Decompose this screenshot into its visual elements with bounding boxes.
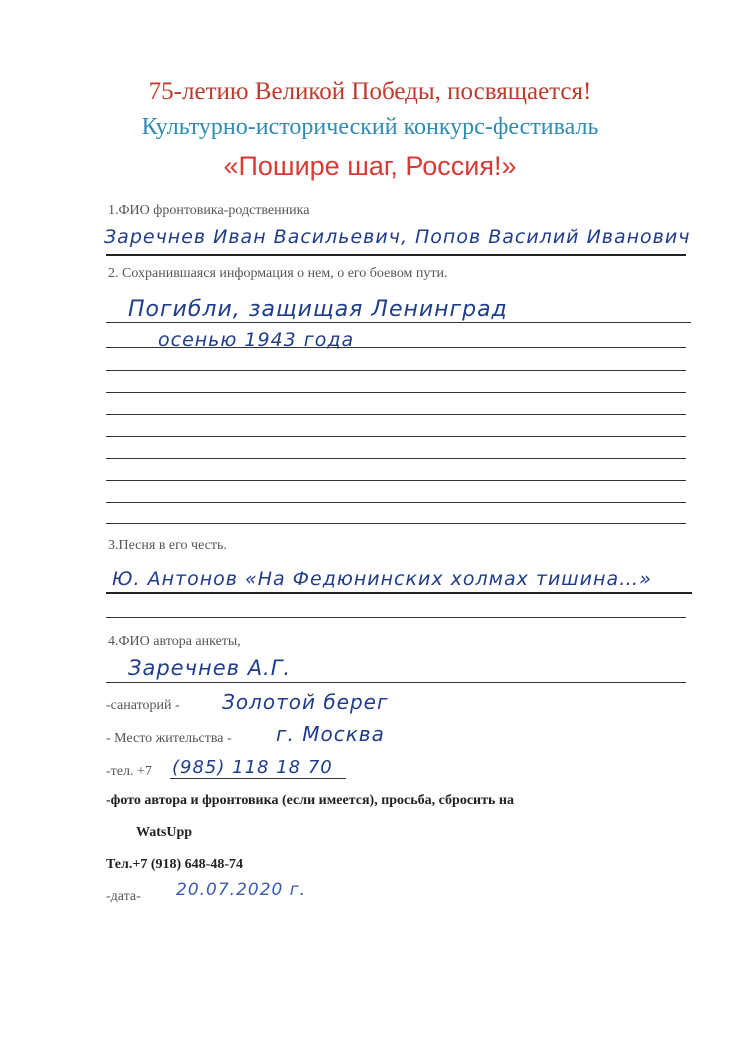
section2-line-4 [106, 392, 686, 393]
section3-line-2 [106, 617, 686, 618]
section4-author-line [106, 682, 686, 683]
section2-line-5 [106, 414, 686, 415]
section4-author-value: Заречнев А.Г. [128, 656, 292, 680]
festival-title: «Пошире шаг, Россия!» [223, 151, 517, 181]
section2-line-3 [106, 370, 686, 371]
phone-label: -тел. +7 [106, 764, 152, 779]
festival-heading: Культурно-исторический конкурс-фестиваль [141, 114, 599, 140]
section3-value: Ю. Антонов «На Федюнинских холмах тишина…» [112, 568, 652, 590]
section1-value: Заречнев Иван Васильевич, Попов Василий Иванович [104, 226, 691, 248]
phone-line [170, 778, 346, 779]
residence-value: г. Москва [276, 722, 385, 746]
section1-label: 1.ФИО фронтовика-родственника [108, 203, 310, 218]
section2-line-1 [106, 322, 691, 323]
section3-line-1 [106, 592, 692, 594]
section4-label: 4.ФИО автора анкеты, [108, 634, 241, 649]
date-value: 20.07.2020 г. [176, 880, 307, 900]
sanatorium-value: Золотой берег [222, 690, 389, 714]
dedication-heading: 75-летию Великой Победы, посвящается! [148, 78, 592, 105]
date-label: -дата- [106, 889, 141, 904]
section2-line-8 [106, 480, 686, 481]
messenger-name: WatsUpp [136, 825, 193, 840]
section2-line-6 [106, 436, 686, 437]
section1-line [106, 254, 686, 256]
residence-label: - Место жительства - [106, 731, 232, 746]
section3-label: 3.Песня в его честь. [108, 538, 227, 553]
section2-line-10 [106, 523, 686, 524]
section2-label: 2. Сохранившаяся информация о нем, о его боевом пути. [108, 266, 448, 281]
sanatorium-label: -санаторий - [106, 698, 180, 713]
photo-note: -фото автора и фронтовика (если имеется), просьба, сбросить на [106, 793, 514, 808]
section2-line-2 [106, 347, 686, 348]
section2-text-line2: осенью 1943 года [158, 329, 355, 351]
contact-phone: Тел.+7 (918) 648-48-74 [106, 857, 243, 872]
section2-line-9 [106, 502, 686, 503]
section2-line-7 [106, 458, 686, 459]
section2-text-line1: Погибли, защищая Ленинград [128, 297, 508, 322]
phone-value: (985) 118 18 70 [172, 757, 333, 778]
